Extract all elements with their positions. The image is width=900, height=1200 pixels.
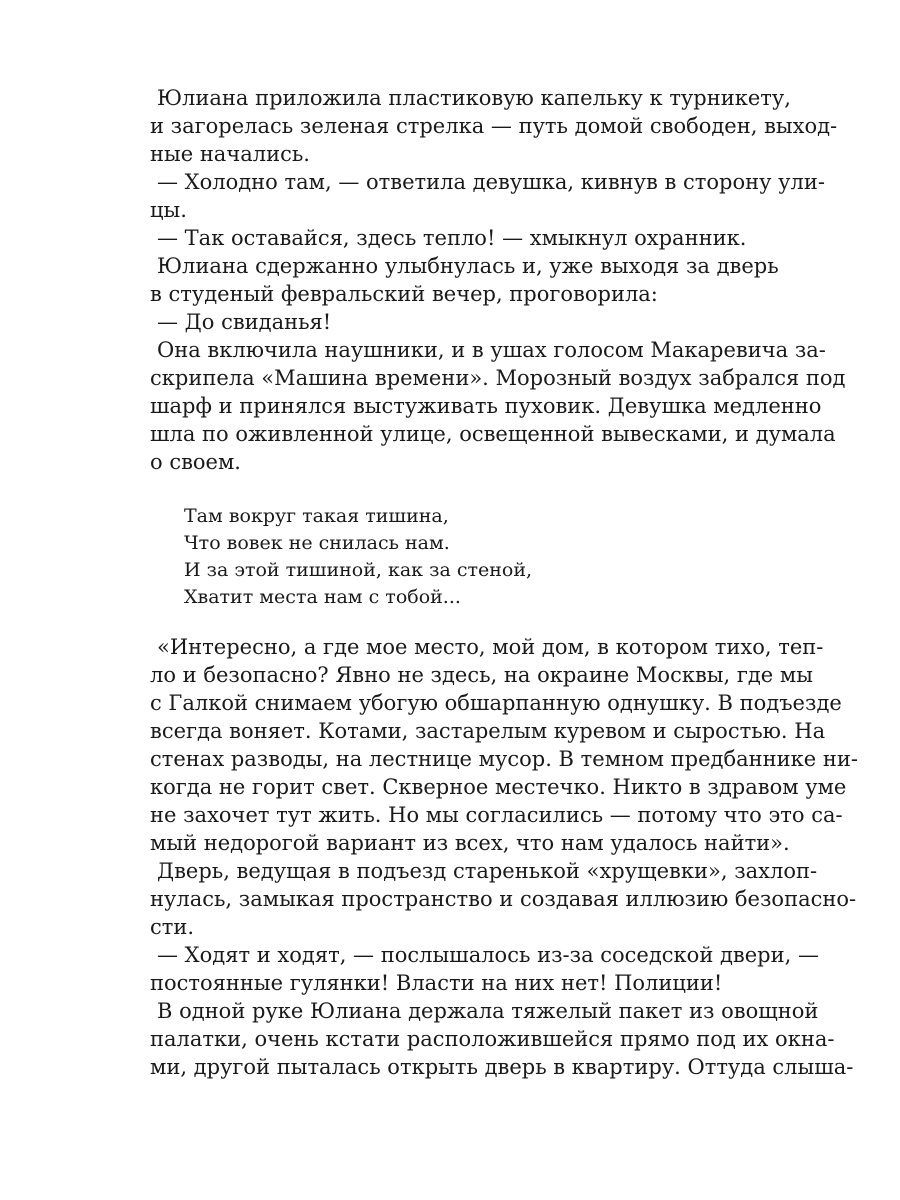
verse-line: Хватит места нам с тобой... (184, 586, 461, 608)
text-line: — До свиданья! (157, 310, 332, 334)
text-line: ми, другой пыталась открыть дверь в квартиру. Оттуда слыша- (150, 1055, 854, 1079)
text-line: всегда воняет. Котами, застарелым куревом и сыростью. На (150, 719, 826, 743)
text-line: цы. (150, 198, 187, 222)
text-line: скрипела «Машина времени». Морозный воздух забрался под (150, 366, 846, 390)
text-line: мый недорогой вариант из всех, что нам удалось найти». (150, 831, 790, 855)
text-line: Дверь, ведущая в подъезд старенькой «хрущевки», захлоп- (157, 859, 818, 883)
text-line: не захочет тут жить. Но мы согласились — потому что это са- (150, 803, 843, 827)
text-line: В одной руке Юлиана держала тяжелый пакет из овощной (157, 999, 819, 1023)
text-line: о своем. (150, 450, 241, 474)
verse-line: Что вовек не снилась нам. (184, 532, 450, 554)
text-line: — Холодно там, — ответила девушка, кивнув в сторону ули- (157, 170, 825, 194)
text-line: Она включила наушники, и в ушах голосом Макаревича за- (157, 338, 826, 362)
verse-line: Там вокруг такая тишина, (184, 505, 449, 527)
text-line: — Ходят и ходят, — послышалось из-за соседской двери, — (157, 943, 819, 967)
text-line: когда не горит свет. Скверное местечко. Никто в здравом уме (150, 775, 847, 799)
text-line: с Галкой снимаем убогую обшарпанную однушку. В подъезде (150, 691, 842, 715)
verse-line: И за этой тишиной, как за стеной, (184, 559, 533, 581)
text-line: шла по оживленной улице, освещенной вывесками, и думала (150, 422, 836, 446)
text-line: Юлиана сдержанно улыбнулась и, уже выходя за дверь (157, 254, 779, 278)
text-line: стенах разводы, на лестнице мусор. В темном предбаннике ни- (150, 747, 858, 771)
text-line: в студеный февральский вечер, проговорила: (150, 282, 658, 306)
text-line: ные начались. (150, 142, 310, 166)
text-line: шарф и принялся выстуживать пуховик. Девушка медленно (150, 394, 822, 418)
text-line: постоянные гулянки! Власти на них нет! Полиции! (150, 971, 723, 995)
text-line: и загорелась зеленая стрелка — путь домой свободен, выход- (150, 114, 838, 138)
text-line: «Интересно, а где мое место, мой дом, в котором тихо, теп- (157, 635, 824, 659)
text-line: Юлиана приложила пластиковую капельку к турникету, (157, 86, 791, 110)
text-line: нулась, замыкая пространство и создавая иллюзию безопасно- (150, 887, 857, 911)
text-line: — Так оставайся, здесь тепло! — хмыкнул охранник. (157, 226, 747, 250)
text-line: ло и безопасно? Явно не здесь, на окраине Москвы, где мы (150, 663, 813, 687)
text-line: сти. (150, 915, 195, 939)
text-line: палатки, очень кстати расположившейся прямо под их окна- (150, 1027, 835, 1051)
